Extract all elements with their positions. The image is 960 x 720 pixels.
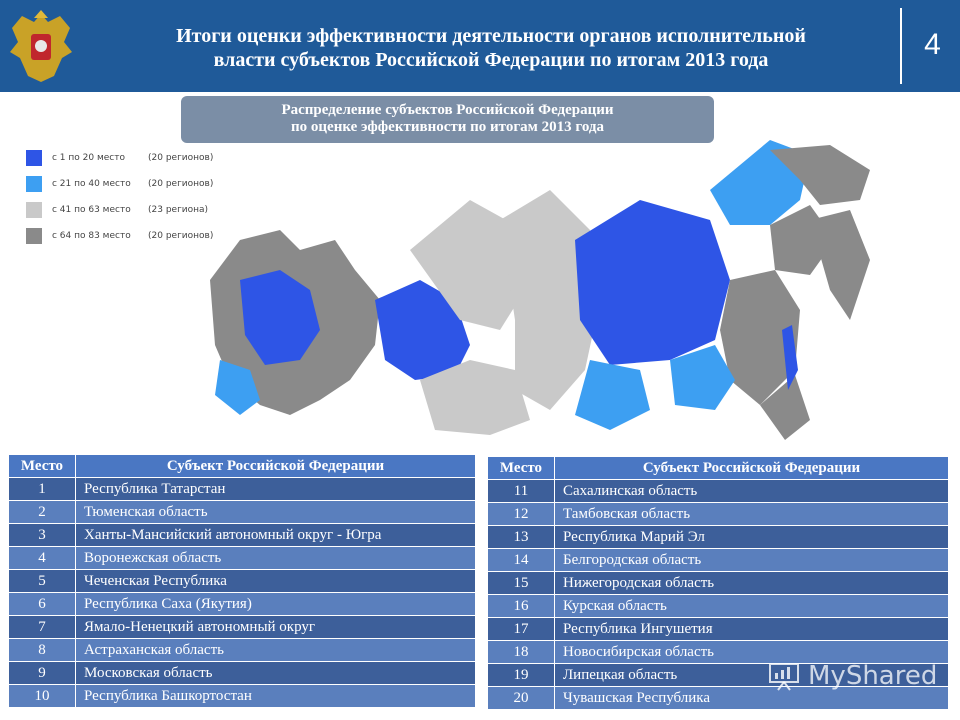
table-row xyxy=(9,662,476,685)
table-header-row xyxy=(488,457,949,480)
subject-cell: Новосибирская область xyxy=(555,641,949,664)
place-cell: 3 xyxy=(9,524,76,547)
place-cell: 20 xyxy=(488,687,555,710)
table-row xyxy=(488,572,949,595)
table-row xyxy=(9,570,476,593)
place-cell: 19 xyxy=(488,664,555,687)
legend-label: с 1 по 20 место xyxy=(52,153,125,163)
legend-label: с 21 по 40 место xyxy=(52,179,131,189)
map-region-yakutia xyxy=(575,200,730,365)
subject-cell: Ямало-Ненецкий автономный округ xyxy=(76,616,476,639)
place-cell: 1 xyxy=(9,478,76,501)
subject-cell: Курская область xyxy=(555,595,949,618)
place-cell: 11 xyxy=(488,480,555,503)
title-line-2: власти субъектов Российской Федерации по итогам 2013 года xyxy=(213,49,769,71)
subject-cell: Чеченская Республика xyxy=(76,570,476,593)
place-cell: 9 xyxy=(9,662,76,685)
place-cell: 18 xyxy=(488,641,555,664)
table-row xyxy=(9,593,476,616)
table-row xyxy=(488,526,949,549)
place-cell: 14 xyxy=(488,549,555,572)
place-cell: 10 xyxy=(9,685,76,708)
subject-cell: Тамбовская область xyxy=(555,503,949,526)
table-row xyxy=(488,549,949,572)
table-row xyxy=(9,685,476,708)
legend-count: (20 регионов) xyxy=(148,153,214,163)
place-cell: 15 xyxy=(488,572,555,595)
subject-cell: Тюменская область xyxy=(76,501,476,524)
subject-cell: Республика Татарстан xyxy=(76,478,476,501)
column-header-subject: Субъект Российской Федерации xyxy=(76,455,476,478)
subject-cell: Сахалинская область xyxy=(555,480,949,503)
place-cell: 13 xyxy=(488,526,555,549)
subject-cell: Республика Саха (Якутия) xyxy=(76,593,476,616)
legend-swatch xyxy=(26,150,42,166)
legend-count: (20 регионов) xyxy=(148,231,214,241)
place-cell: 17 xyxy=(488,618,555,641)
legend-count: (20 регионов) xyxy=(148,179,214,189)
page-title xyxy=(96,24,886,72)
place-cell: 8 xyxy=(9,639,76,662)
subject-cell: Воронежская область xyxy=(76,547,476,570)
header-bar xyxy=(0,0,960,92)
table-row xyxy=(488,503,949,526)
table-row xyxy=(9,524,476,547)
subject-cell: Московская область xyxy=(76,662,476,685)
table-row xyxy=(9,547,476,570)
subject-cell: Белгородская область xyxy=(555,549,949,572)
place-cell: 5 xyxy=(9,570,76,593)
table-row xyxy=(9,616,476,639)
place-cell: 2 xyxy=(9,501,76,524)
subject-cell: Республика Башкортостан xyxy=(76,685,476,708)
place-cell: 6 xyxy=(9,593,76,616)
place-cell: 12 xyxy=(488,503,555,526)
legend-swatch xyxy=(26,202,42,218)
subject-cell: Чувашская Республика xyxy=(555,687,949,710)
subject-cell: Нижегородская область xyxy=(555,572,949,595)
map-region-kamchatka xyxy=(810,210,870,320)
column-header-place: Место xyxy=(488,457,555,480)
table-row xyxy=(488,480,949,503)
map-title-line-1: Распределение субъектов Российской Федерации xyxy=(281,102,614,118)
title-line-1: Итоги оценки эффективности деятельности органов исполнительной xyxy=(176,25,806,47)
place-cell: 16 xyxy=(488,595,555,618)
subject-cell: Астраханская область xyxy=(76,639,476,662)
russia-regions-map xyxy=(170,130,890,450)
legend-swatch xyxy=(26,176,42,192)
subject-cell: Республика Марий Эл xyxy=(555,526,949,549)
table-row xyxy=(9,639,476,662)
table-row xyxy=(9,478,476,501)
presentation-board-icon xyxy=(768,661,800,691)
watermark-text: MyShared xyxy=(808,661,938,691)
legend-label: с 64 по 83 место xyxy=(52,231,131,241)
place-cell: 7 xyxy=(9,616,76,639)
map-title-line-2: по оценке эффективности по итогам 2013 года xyxy=(291,119,604,135)
table-row xyxy=(488,618,949,641)
place-cell: 4 xyxy=(9,547,76,570)
table-row xyxy=(488,595,949,618)
coat-of-arms-icon xyxy=(6,8,76,86)
legend-swatch xyxy=(26,228,42,244)
ranking-table-1-10 xyxy=(8,454,476,708)
watermark xyxy=(768,656,944,696)
legend-label: с 41 по 63 место xyxy=(52,205,131,215)
page-number: 4 xyxy=(924,28,941,61)
legend-count: (23 региона) xyxy=(148,205,209,215)
column-header-subject: Субъект Российской Федерации xyxy=(555,457,949,480)
subject-cell: Республика Ингушетия xyxy=(555,618,949,641)
table-header-row xyxy=(9,455,476,478)
table-row xyxy=(9,501,476,524)
subject-cell: Ханты-Мансийский автономный округ - Югра xyxy=(76,524,476,547)
map-region-irkutsk xyxy=(575,360,650,430)
header-divider xyxy=(900,8,902,84)
column-header-place: Место xyxy=(9,455,76,478)
subject-cell: Липецкая область xyxy=(555,664,949,687)
